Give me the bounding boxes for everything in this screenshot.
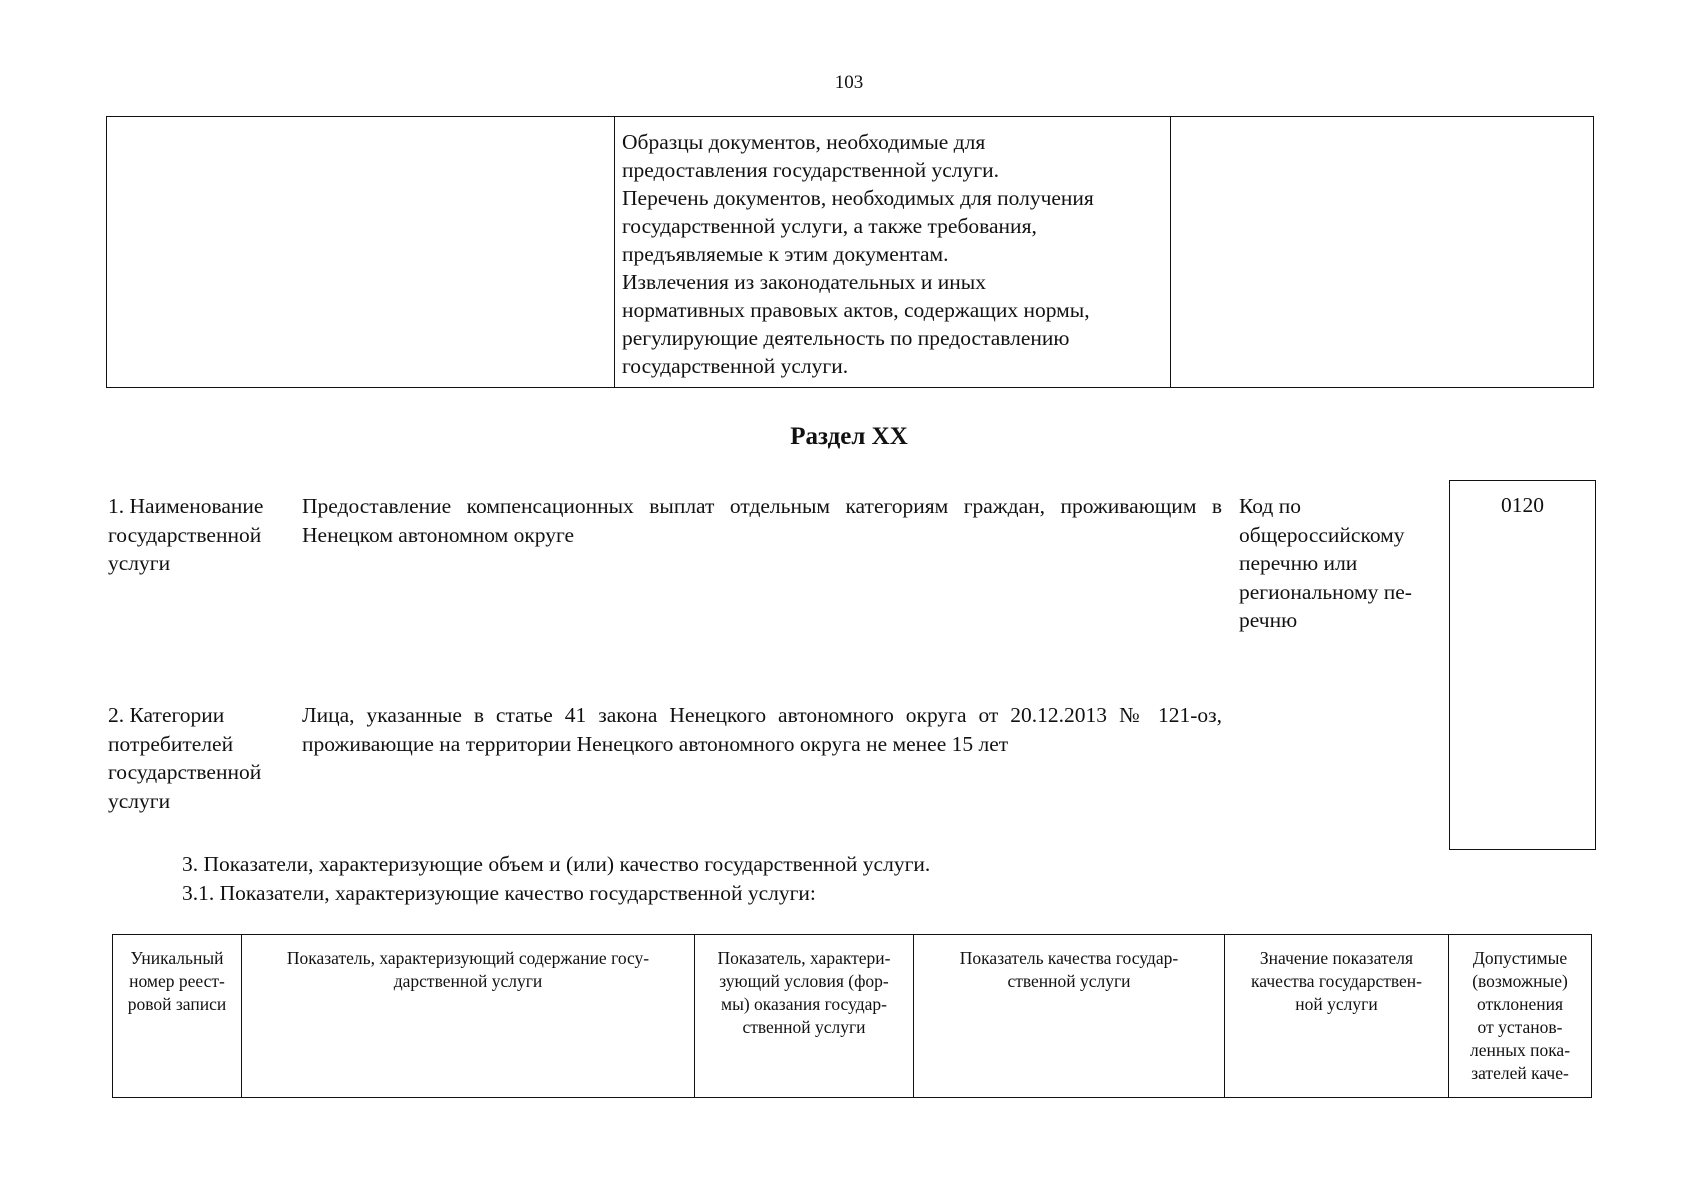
page-number: 103 — [834, 72, 864, 93]
section-title: Раздел XX — [790, 423, 908, 450]
documents-table — [106, 116, 1594, 388]
header-service-conditions — [695, 935, 914, 1097]
label-line: 2. Категории — [108, 703, 225, 727]
code-label — [1239, 492, 1439, 635]
label-line: перечню или — [1239, 551, 1358, 575]
header-line: Показатель качества государ- — [959, 948, 1179, 968]
header-line: ленных пока- — [1469, 1040, 1571, 1060]
documents-text-line: Образцы документов, необходимые для — [622, 130, 986, 154]
label-line: государственной — [108, 522, 262, 547]
documents-text-line: нормативных правовых актов, содержащих нормы, — [622, 298, 1090, 322]
documents-text-line: регулирующие деятельность по предоставлению — [622, 326, 1070, 350]
header-line: отклонения — [1476, 994, 1564, 1014]
documents-text-line: предъявляемые к этим документам. — [622, 242, 949, 266]
header-line: ной услуги — [1295, 994, 1378, 1014]
header-line: дарственной услуги — [393, 971, 543, 991]
documents-table-empty-cell — [1171, 117, 1593, 387]
label-line: государственной — [108, 760, 262, 784]
header-allowed-deviations — [1449, 935, 1591, 1097]
label-line: услуги — [108, 788, 171, 813]
header-line: зующий условия (фор- — [719, 971, 889, 991]
header-line: Показатель, характери- — [717, 948, 891, 968]
header-quality-value — [1225, 935, 1449, 1097]
code-value-box — [1449, 480, 1596, 850]
header-line: мы) оказания государ- — [721, 994, 887, 1014]
service-name-label — [108, 492, 290, 578]
documents-text-line: государственной услуги, а также требования, — [622, 214, 1037, 238]
documents-text-line: предоставления государственной услуги. — [622, 158, 999, 182]
header-line: качества государствен- — [1251, 971, 1422, 991]
documents-table-empty-cell — [107, 117, 615, 387]
label-line: региональному пе- — [1239, 579, 1412, 604]
consumers-value: Лица, указанные в статье 41 закона Ненецкого автономного округа от 20.12.2013 № 121-оз, проживающие на территории Ненецкого автономного округа не менее 15 лет — [302, 703, 1222, 756]
quality-indicators-heading: 3.1. Показатели, характеризующие качество государственной услуги: — [182, 881, 816, 905]
consumers-label — [108, 701, 290, 815]
header-line: Значение показателя — [1259, 948, 1414, 968]
label-line: Код по — [1239, 494, 1301, 518]
header-line: ственной услуги — [742, 1017, 866, 1037]
documents-text-line: Перечень документов, необходимых для получения — [622, 186, 1094, 210]
documents-text-line: государственной услуги. — [622, 354, 849, 378]
quality-indicators-table — [112, 934, 1592, 1098]
label-line: общероссийскому — [1239, 522, 1405, 547]
header-line: зателей каче- — [1471, 1063, 1569, 1083]
header-line: ственной услуги — [1007, 971, 1131, 991]
header-line: ровой записи — [127, 994, 227, 1014]
label-line: 1. Наименование — [108, 494, 264, 518]
header-line: от установ- — [1477, 1017, 1563, 1037]
documents-list-cell — [615, 117, 1171, 387]
documents-text-line: Извлечения из законодательных и иных — [622, 270, 986, 294]
label-line: услуги — [108, 551, 171, 575]
header-service-content — [242, 935, 695, 1097]
header-line: (возможные) — [1472, 971, 1568, 991]
label-line: потребителей — [108, 731, 234, 756]
header-line: номер реест- — [129, 971, 225, 991]
header-registry-number — [113, 935, 242, 1097]
header-line: Уникальный — [130, 948, 224, 968]
code-value: 0120 — [1501, 493, 1544, 517]
header-line: Допустимые — [1472, 948, 1568, 968]
indicators-heading: 3. Показатели, характеризующие объем и (или) качество государственной услуги. — [182, 852, 931, 876]
header-quality-indicator — [914, 935, 1225, 1097]
label-line: речню — [1239, 608, 1298, 632]
service-name-value: Предоставление компенсационных выплат отдельным категориям граждан, проживающим в Ненецком автономном округе — [302, 494, 1222, 547]
header-line: Показатель, характеризующий содержание госу- — [286, 948, 650, 968]
